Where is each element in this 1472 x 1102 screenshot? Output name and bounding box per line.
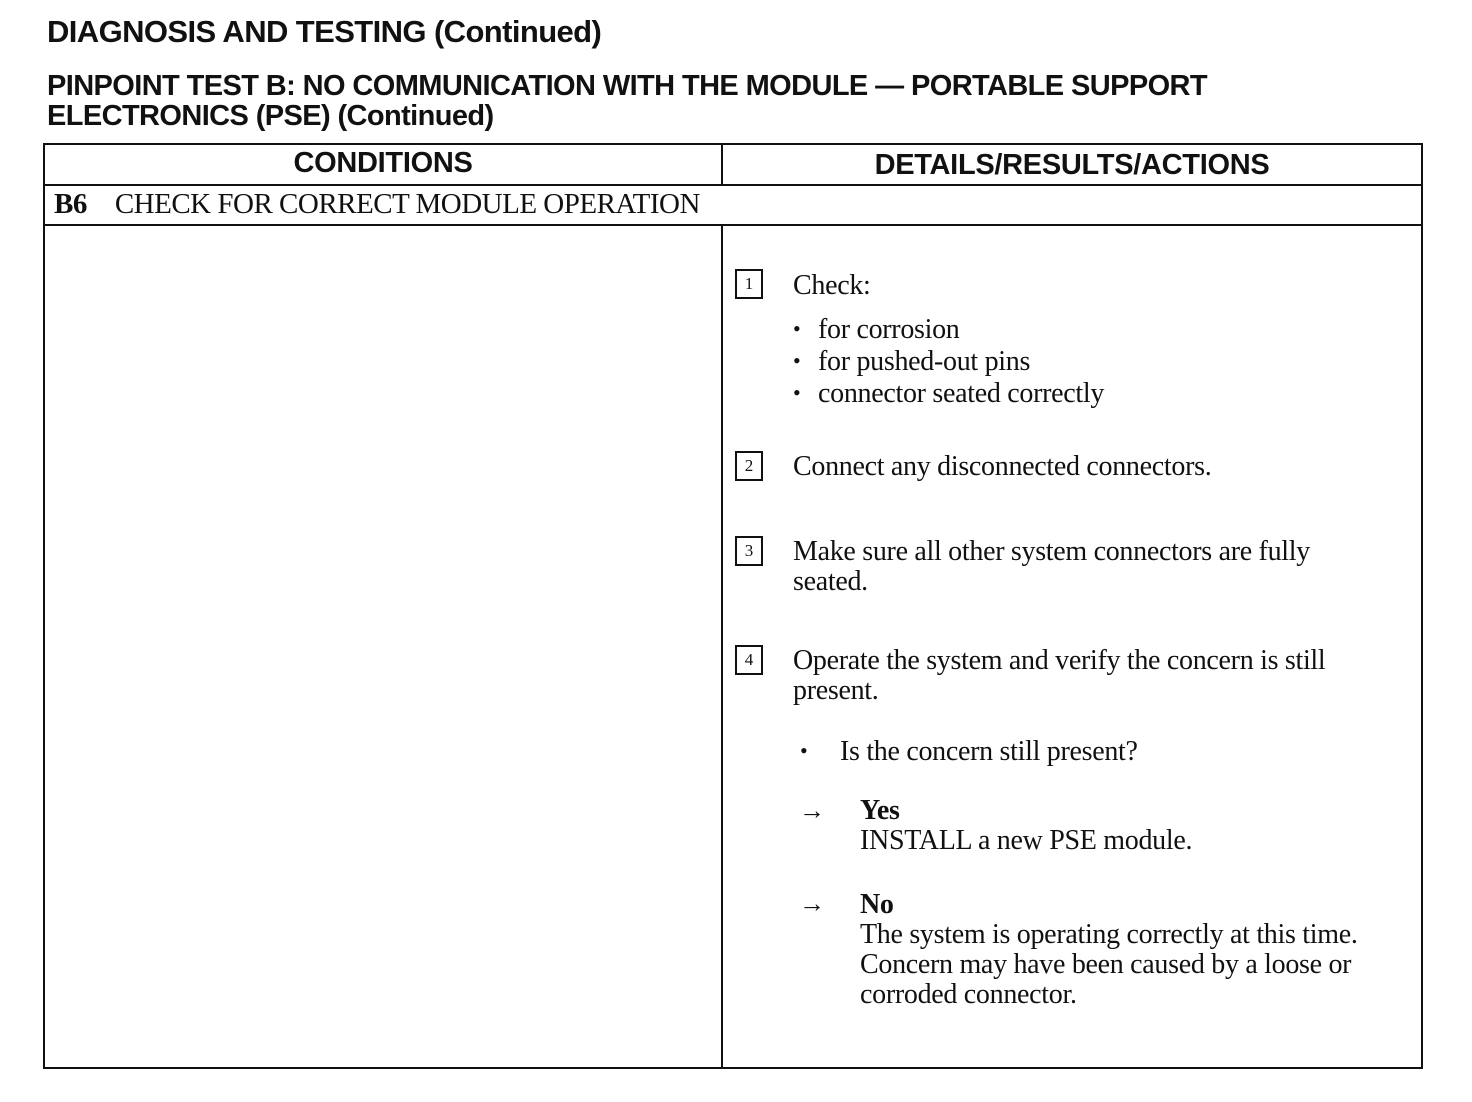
conditions-column-header: CONDITIONS bbox=[293, 147, 473, 179]
step-1-text: Check: bbox=[793, 270, 871, 301]
step-number-3: 3 bbox=[735, 536, 763, 566]
column-divider bbox=[721, 224, 723, 1067]
step-id: B6 bbox=[54, 188, 87, 220]
no-label: No bbox=[860, 889, 894, 920]
step-2-text: Connect any disconnected connectors. bbox=[793, 451, 1212, 482]
step-3-text-line-2: seated. bbox=[793, 566, 868, 597]
step-heading bbox=[54, 188, 700, 221]
no-action-line-2: Concern may have been caused by a loose or bbox=[860, 949, 1352, 980]
step-divider bbox=[45, 224, 1421, 226]
no-result bbox=[860, 890, 1358, 1010]
list-item: • connector seated correctly bbox=[793, 378, 1105, 409]
step-3-text-line-1: Make sure all other system connectors are fully bbox=[793, 536, 1310, 567]
arrow-right-icon: → bbox=[799, 889, 825, 918]
question-text: Is the concern still present? bbox=[840, 736, 1138, 767]
page-title: DIAGNOSIS AND TESTING (Continued) bbox=[47, 14, 602, 49]
step-1-bullets bbox=[793, 313, 1104, 409]
yes-result bbox=[860, 796, 1192, 856]
yes-action: INSTALL a new PSE module. bbox=[860, 825, 1193, 856]
arrow-right-icon: → bbox=[799, 796, 825, 825]
yes-label: Yes bbox=[860, 795, 900, 826]
step-3-text bbox=[793, 537, 1310, 597]
step-number-4: 4 bbox=[735, 645, 763, 675]
step-number-1: 1 bbox=[735, 269, 763, 299]
pinpoint-test-table bbox=[43, 143, 1423, 1069]
bullet-icon: • bbox=[800, 738, 808, 763]
step-4-text-line-1: Operate the system and verify the concern is still bbox=[793, 645, 1326, 676]
question bbox=[800, 736, 1138, 767]
step-number-2: 2 bbox=[735, 451, 763, 481]
header-divider bbox=[45, 184, 1421, 186]
list-item: • for corrosion bbox=[793, 314, 960, 345]
step-4-text-line-2: present. bbox=[793, 675, 879, 706]
test-title-line-1: PINPOINT TEST B: NO COMMUNICATION WITH THE MODULE — PORTABLE SUPPORT bbox=[47, 70, 1207, 102]
test-title bbox=[47, 71, 1377, 131]
no-action-line-1: The system is operating correctly at this time. bbox=[860, 919, 1358, 950]
details-column-header: DETAILS/RESULTS/ACTIONS bbox=[874, 149, 1270, 181]
step-4-text bbox=[793, 646, 1325, 706]
no-action-line-3: corroded connector. bbox=[860, 979, 1077, 1010]
step-title: CHECK FOR CORRECT MODULE OPERATION bbox=[114, 188, 700, 220]
list-item: • for pushed-out pins bbox=[793, 346, 1031, 377]
test-title-line-2: ELECTRONICS (PSE) (Continued) bbox=[47, 100, 494, 132]
